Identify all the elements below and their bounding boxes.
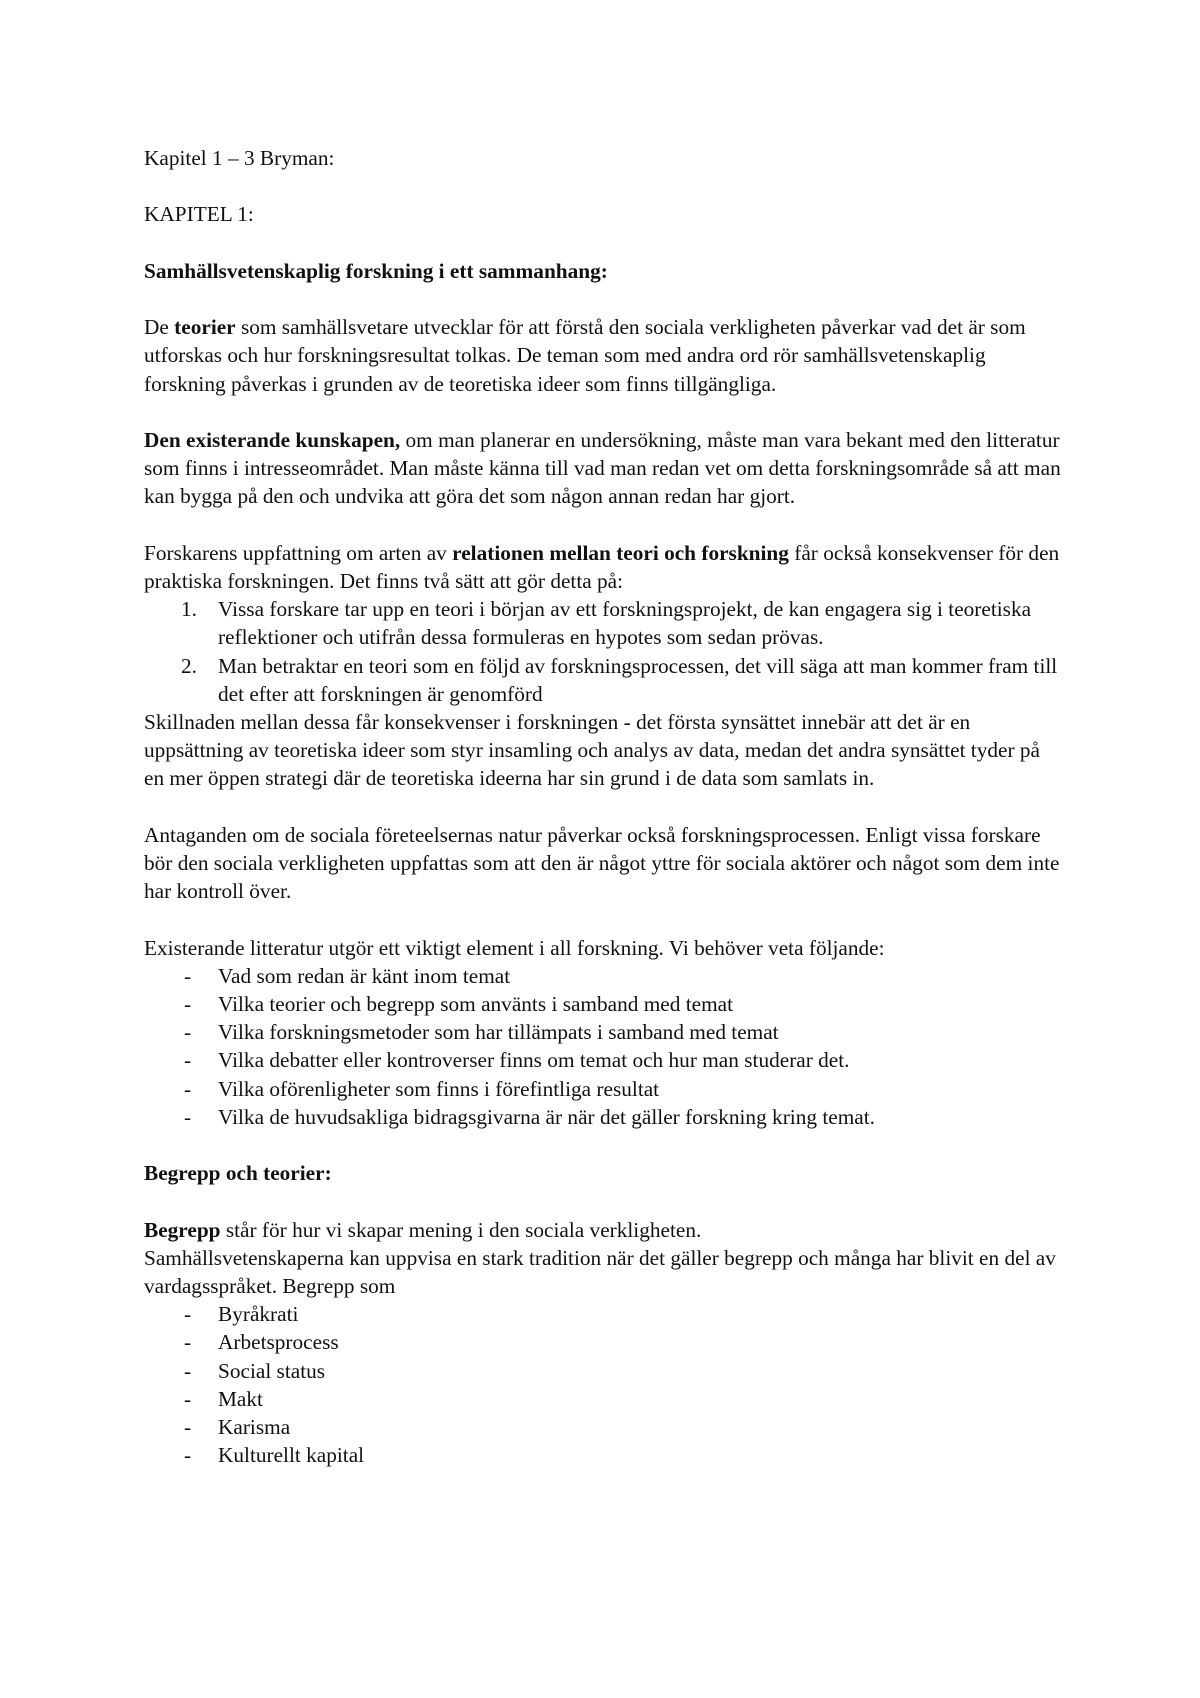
spacer	[144, 398, 1064, 426]
list-item: - Kulturellt kapital	[144, 1441, 1064, 1469]
spacer	[144, 285, 1064, 313]
list-item: - Vad som redan är känt inom temat	[144, 962, 1064, 990]
spacer	[144, 793, 1064, 821]
paragraph-litteratur: Existerande litteratur utgör ett viktigt element i all forskning. Vi behöver veta följande:	[144, 935, 885, 960]
paragraph-lead: De	[144, 315, 175, 340]
paragraph-lead: Forskarens uppfattning om arten av	[144, 540, 453, 565]
paragraph-text: om man planerar en undersökning, måste man vara bekant med den litteratur som finns i intresseområdet. Man måste känna till vad man redan vet om detta forskningsområde så att man kan bygga på den och undvika att göra det som någon annan redan har gjort.	[144, 427, 1061, 509]
paragraph-relationen	[144, 539, 1064, 595]
spacer	[144, 1131, 1064, 1159]
list-item: - Social status	[144, 1357, 1064, 1385]
bold-term: Den existerande kunskapen,	[144, 427, 401, 452]
paragraph-skillnaden: Skillnaden mellan dessa får konsekvenser i forskningen - det första synsättet innebär att det är en uppsättning av teoretiska ideer som styr insamling och analys av data, medan det andra synsättet tyder på en mer öppen strategi där de teoretiska ideerna har sin grund i de data som samlats in.	[144, 709, 1040, 791]
list-item: - Byråkrati	[144, 1300, 1064, 1328]
bold-term: teorier	[174, 315, 236, 340]
document-title: Kapitel 1 – 3 Bryman:	[144, 146, 335, 170]
list-item-text: Man betraktar en teori som en följd av forskningsprocessen, det vill säga att man kommer fram till det efter att forskningen är genomförd	[218, 653, 1058, 706]
paragraph-text: som samhällsvetare utvecklar för att förstå den sociala verkligheten påverkar vad det är som utforskas och hur forskningsresultat tolkas. De teman som med andra ord rör samhällsvetenskaplig forskning påverkas i grunden av de teoretiska ideer som finns tillgängliga.	[144, 315, 1026, 396]
paragraph-antaganden: Antaganden om de sociala företeelsernas natur påverkar också forskningsprocessen. Enligt vissa forskare bör den sociala verkligheten uppfattas som att den är något yttre för sociala aktörer och något som dem inte har kontroll över.	[144, 822, 1060, 904]
list-item: - Karisma	[144, 1413, 1064, 1441]
bullet-list	[144, 1300, 1064, 1469]
spacer	[144, 511, 1064, 539]
list-item: - Vilka teorier och begrepp som använts i samband med temat	[144, 990, 1064, 1018]
document-page	[144, 144, 1064, 1469]
spacer	[144, 905, 1064, 933]
list-item: - Vilka debatter eller kontroverser finns om temat och hur man studerar det.	[144, 1046, 1064, 1074]
list-item: - Makt	[144, 1385, 1064, 1413]
section-heading: Begrepp och teorier:	[144, 1161, 332, 1186]
bold-term: Begrepp	[144, 1217, 221, 1242]
list-item: - Vilka forskningsmetoder som har tillämpats i samband med temat	[144, 1018, 1064, 1046]
list-item: - Vilka de huvudsakliga bidragsgivarna är när det gäller forskning kring temat.	[144, 1103, 1064, 1131]
list-item	[144, 595, 1064, 651]
numbered-list	[144, 595, 1064, 708]
paragraph-text: står för hur vi skapar mening i den sociala verkligheten.	[220, 1217, 702, 1242]
paragraph-kunskapen	[144, 426, 1064, 511]
paragraph-text: får också konsekvenser för den praktiska forskningen. Det finns två sätt att gör detta på:	[144, 540, 1060, 593]
list-item	[144, 652, 1064, 708]
section-heading: Samhällsvetenskaplig forskning i ett sammanhang:	[144, 258, 608, 283]
list-number: 2.	[181, 653, 197, 678]
spacer	[144, 229, 1064, 257]
list-item-text: Vissa forskare tar upp en teori i början av ett forskningsprojekt, de kan engagera sig i teoretiska reflektioner och utifrån dessa formuleras en hypotes som sedan prövas.	[218, 597, 1032, 650]
chapter-label: KAPITEL 1:	[144, 202, 254, 227]
bullet-list	[144, 962, 1064, 1131]
paragraph-teorier	[144, 313, 1064, 398]
spacer	[144, 1187, 1064, 1215]
spacer	[144, 172, 1064, 200]
list-item: - Vilka oförenligheter som finns i förefintliga resultat	[144, 1075, 1064, 1103]
bold-term: relationen mellan teori och forskning	[452, 540, 789, 565]
paragraph-begrepp	[144, 1216, 1064, 1244]
list-item: - Arbetsprocess	[144, 1328, 1064, 1356]
paragraph-samhallsvetenskaperna: Samhällsvetenskaperna kan uppvisa en stark tradition när det gäller begrepp och många har blivit en del av vardagsspråket. Begrepp som	[144, 1245, 1056, 1298]
list-number: 1.	[181, 597, 197, 622]
